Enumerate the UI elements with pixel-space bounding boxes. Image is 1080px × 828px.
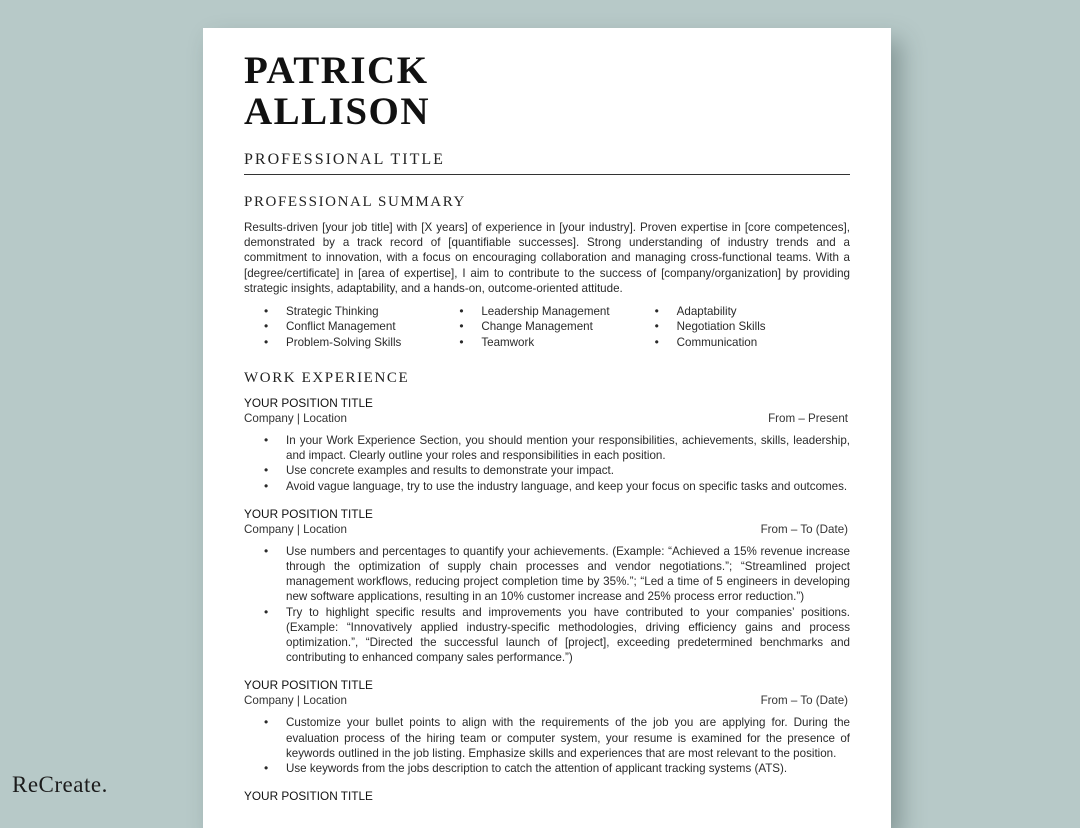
skill-item: • Leadership Management [459, 304, 654, 319]
job-bullet: • Avoid vague language, try to use the industry language, and keep your focus on specific tasks and outcomes. [264, 479, 850, 494]
job-company: Company | Location [244, 522, 347, 536]
job-bullets [244, 715, 850, 776]
job-company: Company | Location [244, 411, 347, 425]
skill-item: • Conflict Management [264, 319, 459, 334]
job-company: Company | Location [244, 694, 347, 708]
job-bullets [244, 544, 850, 666]
job-entry [244, 396, 850, 494]
summary-text: Results-driven [your job title] with [X years] of experience in [your industry]. Proven expertise in [core competences], demonstrated by a track record of [quantifiable successes]. Strong understanding of industry trends and a commitment to innovation, with a focus on encouraging collaboration and managing cross-functional teams. With a [degree/certificate] in [area of expertise], I aim to contribute to the success of [company/organization] by providing strategic insights, adaptability, and a hands-on, outcome-oriented attitude. [244, 221, 850, 295]
job-title: YOUR POSITION TITLE [244, 395, 373, 410]
job-bullet: • In your Work Experience Section, you should mention your responsibilities, achievements, skills, leadership, and impact. Clearly outline your roles and responsibilities in each position. [264, 433, 850, 463]
skill-item: • Change Management [459, 319, 654, 334]
job-title: YOUR POSITION TITLE [244, 789, 373, 804]
job-bullet: • Use numbers and percentages to quantify your achievements. (Example: “Achieved a 15% revenue increase through the optimization of supply chain processes and vendor negotiations.”; “Streamlined project management workflows, reducing project completion time by 35%.”; “Led a time of 5 engineers in developing new software applications, resulting in an 10% customer increase and 25% process error reduction.”) [264, 544, 850, 605]
skill-item: • Adaptability [655, 304, 850, 319]
summary-heading: PROFESSIONAL SUMMARY [244, 194, 466, 210]
job-bullet: • Use keywords from the jobs description to catch the attention of applicant tracking systems (ATS). [264, 761, 850, 776]
skill-item: • Problem-Solving Skills [264, 335, 459, 350]
candidate-name [244, 50, 850, 132]
skill-item: • Negotiation Skills [655, 319, 850, 334]
skill-item: • Teamwork [459, 335, 654, 350]
job-entry [244, 507, 850, 666]
job-title: YOUR POSITION TITLE [244, 678, 373, 693]
job-entry [244, 678, 850, 776]
last-name: ALLISON [244, 90, 431, 133]
first-name: PATRICK [244, 49, 429, 92]
skills-list [244, 304, 850, 350]
job-bullet: • Try to highlight specific results and improvements you have contributed to your companies’ positions. (Example: “Innovatively applied industry-specific methodologies, driving efficiency gains and process optimization.”, “Directed the successful launch of [project], exceeding predetermined benchmarks and contributing to enhanced company sales performance.”) [264, 605, 850, 666]
job-meta [244, 411, 850, 426]
resume-page [203, 28, 891, 828]
professional-title: PROFESSIONAL TITLE [244, 151, 850, 175]
job-entry [244, 789, 850, 804]
job-dates: From – To (Date) [760, 694, 848, 708]
job-title: YOUR POSITION TITLE [244, 506, 373, 521]
job-dates: From – Present [768, 411, 848, 425]
job-meta [244, 693, 850, 708]
skill-item: • Strategic Thinking [264, 304, 459, 319]
resume-content [244, 50, 850, 804]
job-bullet: • Use concrete examples and results to demonstrate your impact. [264, 463, 850, 478]
job-dates: From – To (Date) [760, 522, 848, 536]
job-bullets [244, 433, 850, 494]
job-meta [244, 522, 850, 537]
experience-heading: WORK EXPERIENCE [244, 369, 410, 386]
skill-item: • Communication [655, 335, 850, 350]
brand-logo: ReCreate. [12, 772, 108, 797]
job-bullet: • Customize your bullet points to align with the requirements of the job you are applying for. During the evaluation process of the hiring team or computer system, your resume is examined for the presence of keywords outlined in the job listing. Emphasize skills and experiences that are most relevant to the position. [264, 715, 850, 761]
